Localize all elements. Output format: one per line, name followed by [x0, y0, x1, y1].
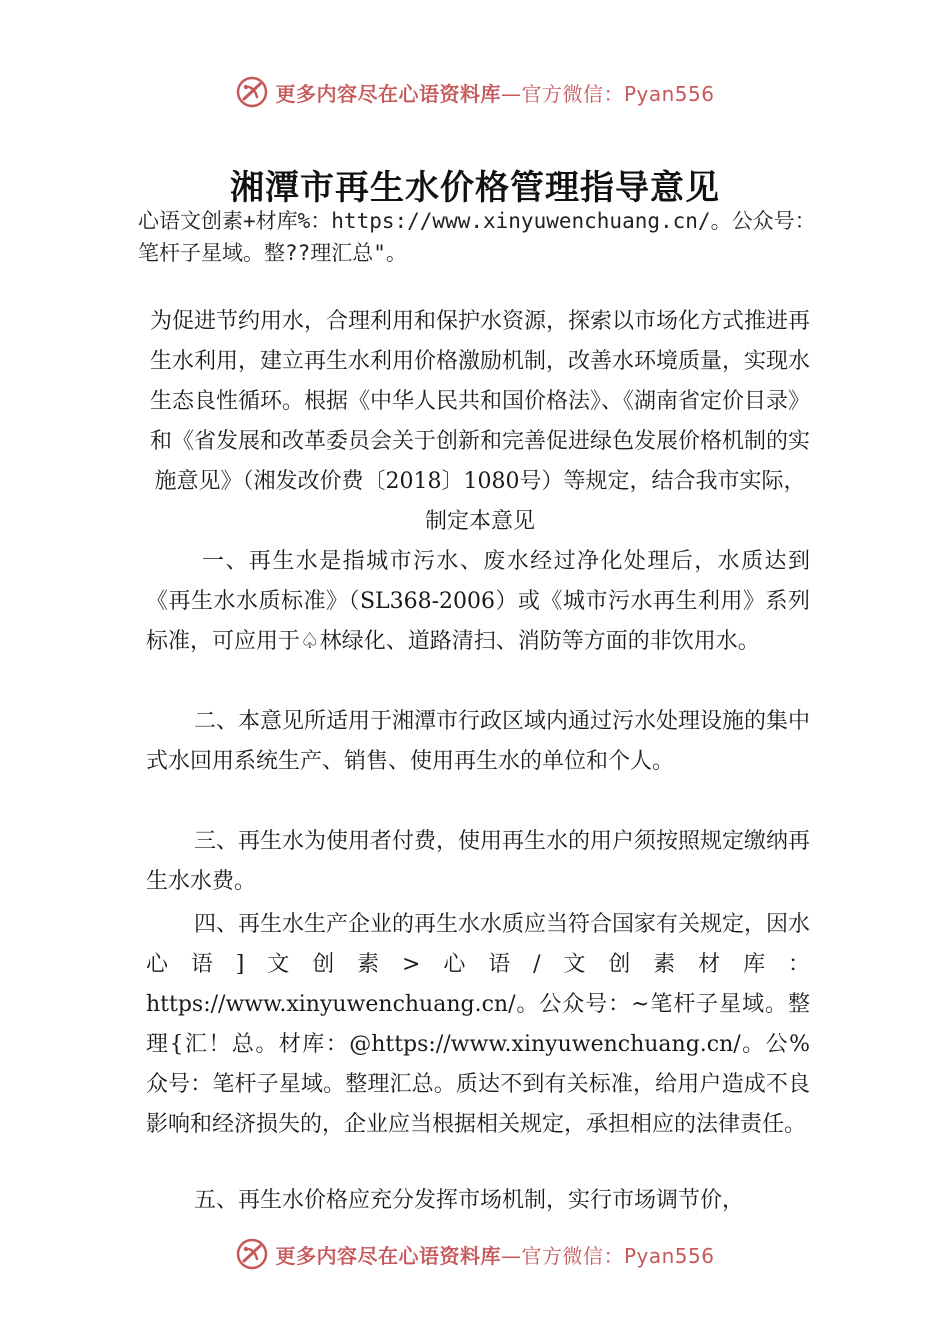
brand-logo-icon: [235, 1237, 269, 1271]
source-line: 心语文创素+材库%：https://www.xinyuwenchuang.cn/。公众号：笔杆子星域。整??理汇总"。: [138, 209, 816, 265]
document-title: 湘潭市再生水价格管理指导意见: [230, 168, 720, 208]
header-banner-text: [275, 78, 714, 107]
header-banner-contact: —官方微信：Pyan556: [500, 81, 715, 106]
paragraph-4: 四、再生水生产企业的再生水水质应当符合国家有关规定，因水心语]文创素>心语/文创素材库：https://www.xinyuwenchuang.cn/。公众号：~笔杆子星域。整理{汇！总。材库：@https://www.xinyuwenchuang.cn/。公%众号：笔杆子星域。整理汇总。质达不到有关标准，给用户造成不良影响和经济损失的，企业应当根据相关规定，承担相应的法律责任。: [146, 912, 811, 1137]
footer-banner-contact: —官方微信：Pyan556: [500, 1243, 715, 1268]
header-banner-main: 更多内容尽在心语资料库: [275, 81, 501, 106]
intro-paragraph: 为促进节约用水，合理利用和保护水资源，探索以市场化方式推进再生水利用，建立再生水利用价格激励机制，改善水环境质量，实现水生态良性循环。根据《中华人民共和国价格法》、《湖南省定价目录》和《省发展和改革委员会关于创新和完善促进绿色发展价格机制的实施意见》（湘发改价费〔2018〕1080号）等规定，结合我市实际，制定本意见: [150, 309, 811, 534]
footer-banner-text: [275, 1240, 714, 1269]
footer-banner: [0, 1232, 950, 1276]
paragraph-3: 三、再生水为使用者付费，使用再生水的用户须按照规定缴纳再生水水费。: [146, 829, 811, 894]
header-banner: [0, 70, 950, 114]
brand-logo-icon: [235, 75, 269, 109]
paragraph-2: 二、本意见所适用于湘潭市行政区域内通过污水处理设施的集中式水回用系统生产、销售、使用再生水的单位和个人。: [146, 709, 811, 774]
footer-banner-main: 更多内容尽在心语资料库: [275, 1243, 501, 1268]
paragraph-5: 五、再生水价格应充分发挥市场机制，实行市场调节价，: [194, 1188, 745, 1213]
paragraph-1: 一、再生水是指城市污水、废水经过净化处理后，水质达到《再生水水质标准》（SL368-2006）或《城市污水再生利用》系列标准，可应用于♤林绿化、道路清扫、消防等方面的非饮用水。: [146, 549, 810, 654]
